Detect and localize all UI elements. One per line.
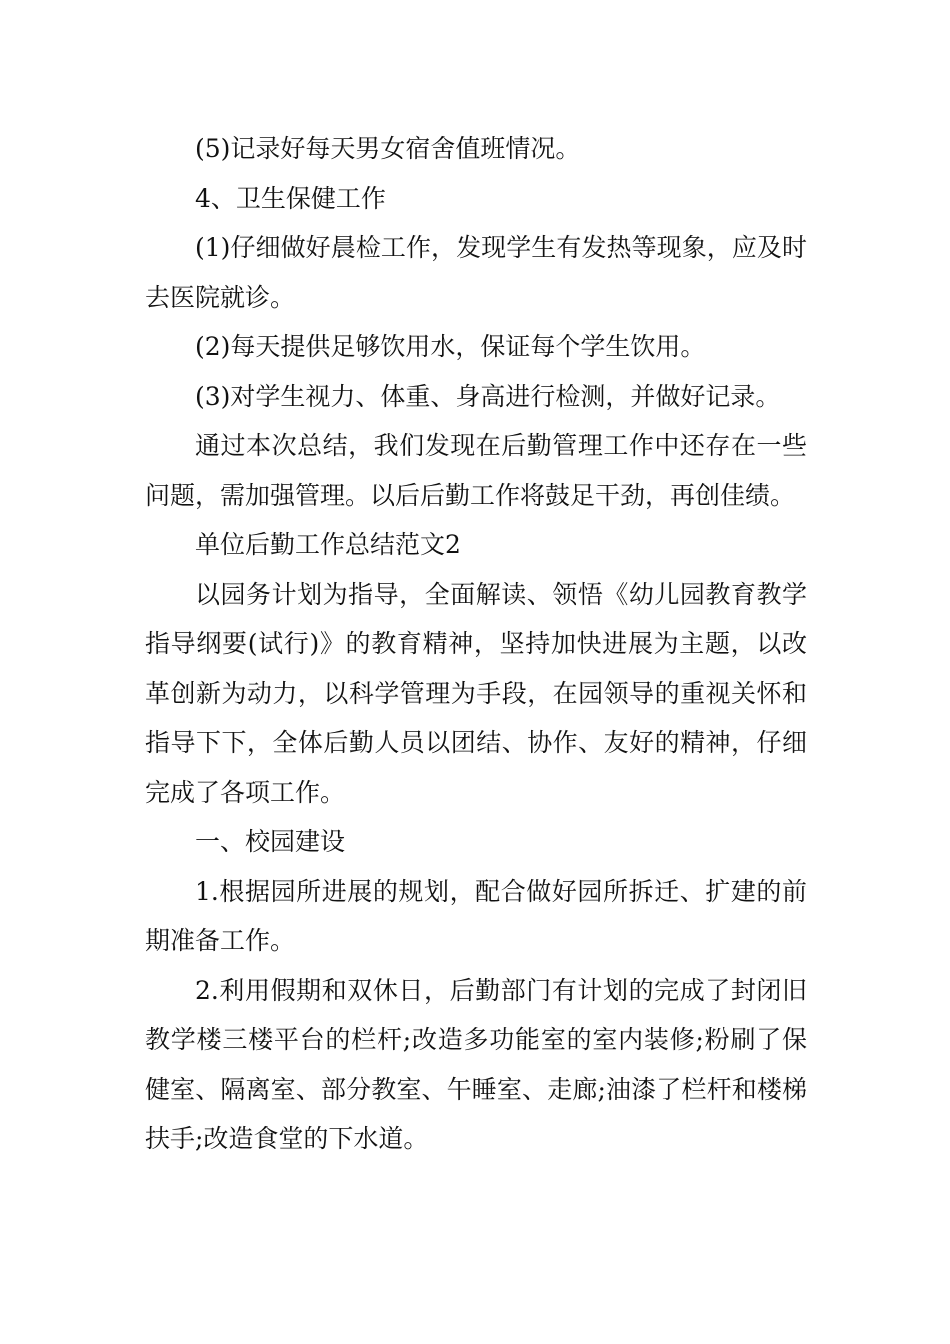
section-title-sample-2: 单位后勤工作总结范文2 <box>195 530 461 559</box>
paragraph-renovation: 2.利用假期和双休日，后勤部门有计划的完成了封闭旧教学楼三楼平台的栏杆;改造多功能室的室内装修;粉刷了保健室、隔离室、部分教室、午睡室、走廊;油漆了栏杆和楼梯扶手;改造食堂的下水道。 <box>145 975 807 1153</box>
paragraph-morning-check: (1)仔细做好晨检工作，发现学生有发热等现象，应及时去医院就诊。 <box>145 233 807 312</box>
document-body <box>145 124 807 1164</box>
paragraph-student-checkup: (3)对学生视力、体重、身高进行检测，并做好记录。 <box>195 381 781 411</box>
heading-health-care: 4、卫生保健工作 <box>195 183 386 213</box>
paragraph-intro: 以园务计划为指导，全面解读、领悟《幼儿园教育教学指导纲要(试行)》的教育精神，坚持加快进展为主题，以改革创新为动力，以科学管理为手段，在园领导的重视关怀和指导下下，全体后勤人员以团结、协作、友好的精神，仔细完成了各项工作。 <box>145 579 807 807</box>
paragraph-relocation-prep: 1.根据园所进展的规划，配合做好园所拆迁、扩建的前期准备工作。 <box>145 876 807 955</box>
paragraph-drinking-water: (2)每天提供足够饮用水，保证每个学生饮用。 <box>195 332 706 361</box>
paragraph-dorm-duty: (5)记录好每天男女宿舍值班情况。 <box>195 134 581 163</box>
heading-campus-construction: 一、校园建设 <box>195 827 346 856</box>
paragraph-summary: 通过本次总结，我们发现在后勤管理工作中还存在一些问题，需加强管理。以后后勤工作将鼓足干劲，再创佳绩。 <box>145 431 807 510</box>
